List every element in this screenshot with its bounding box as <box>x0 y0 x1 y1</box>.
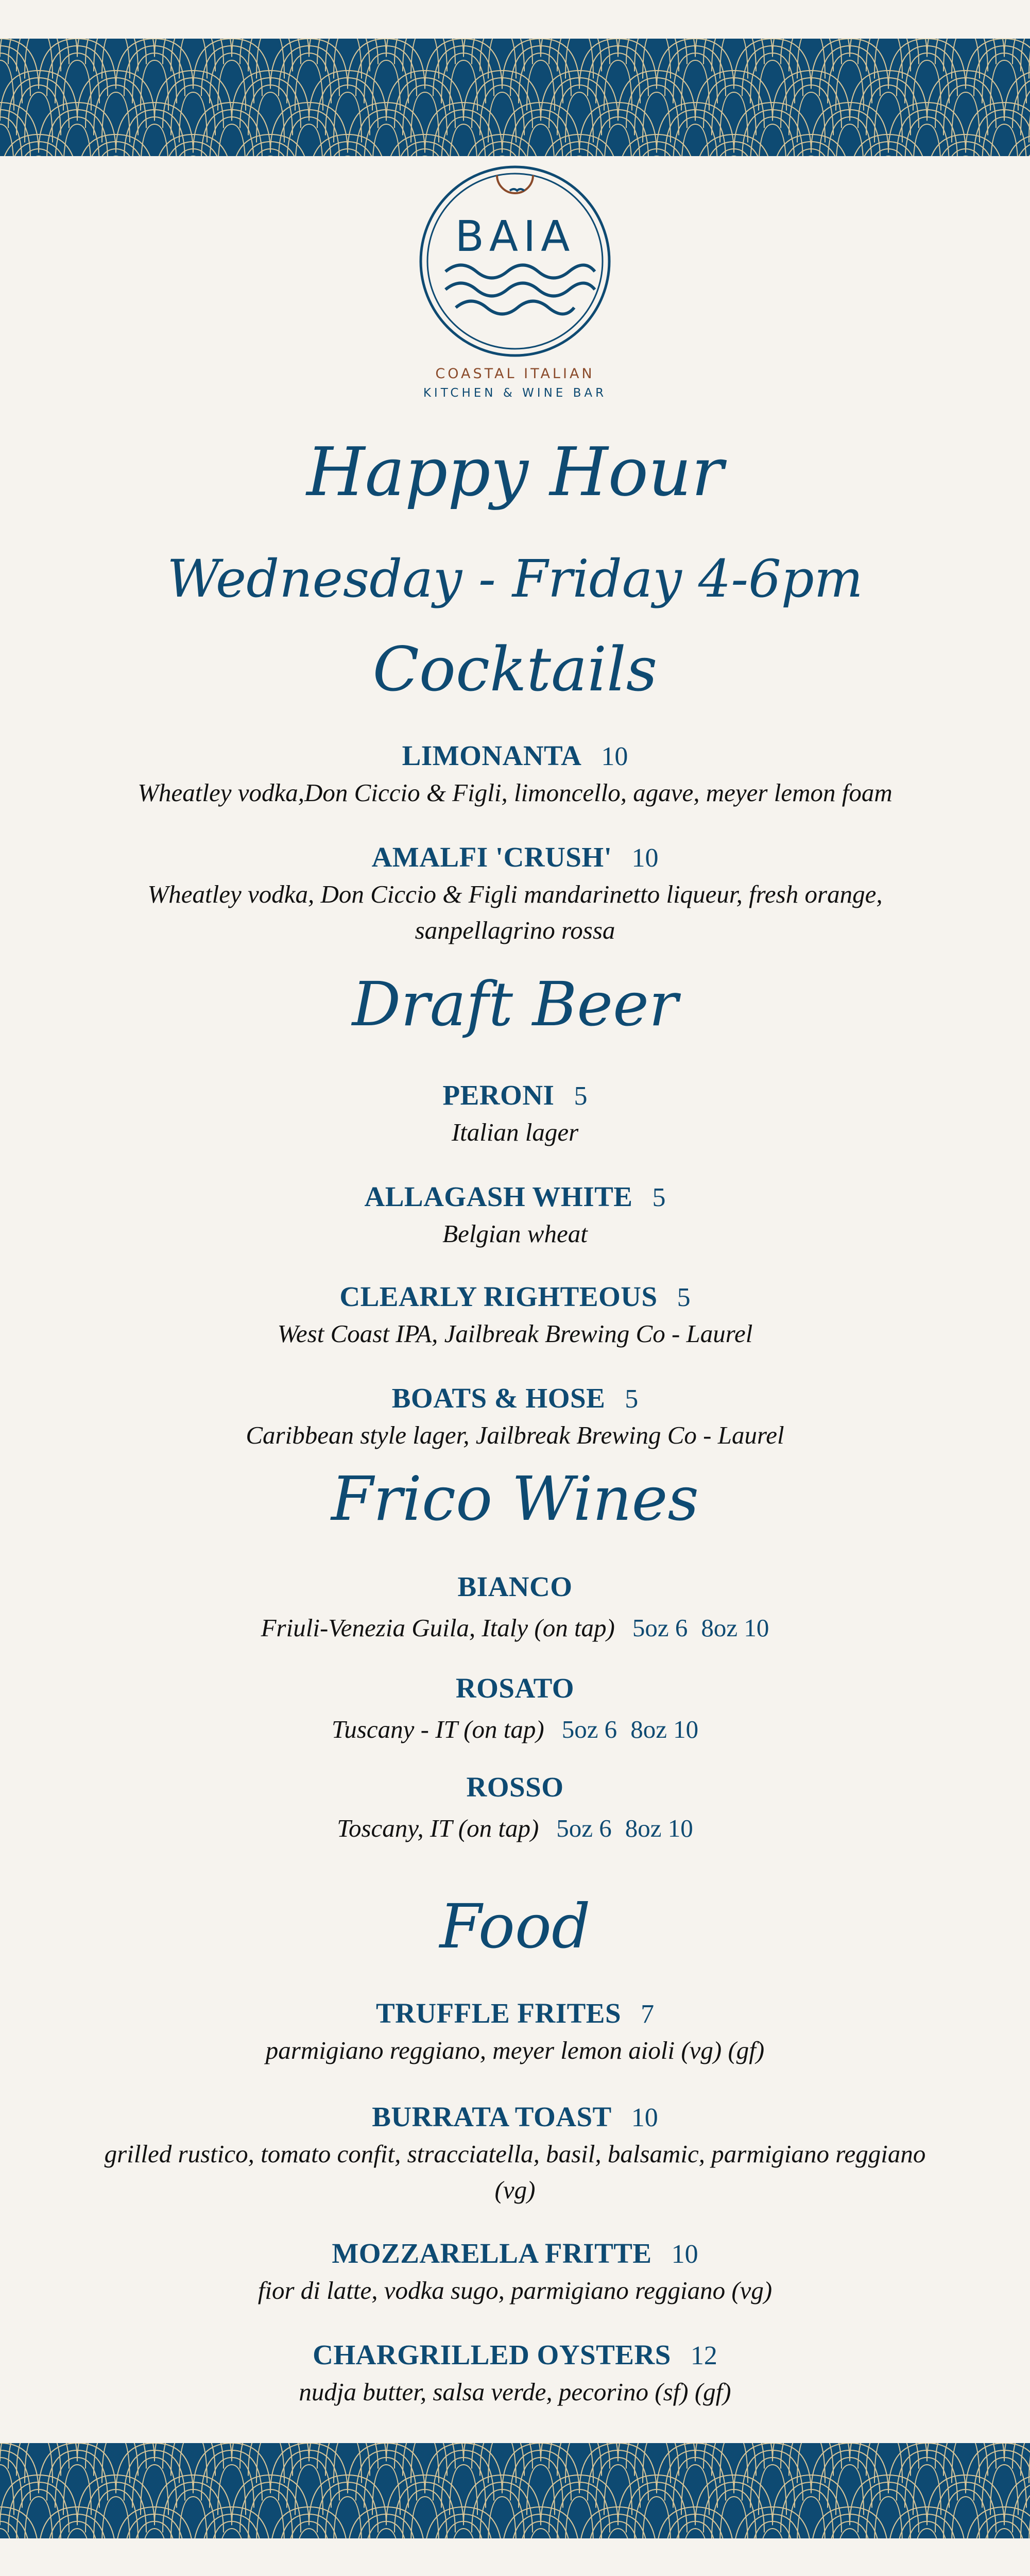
scallop-arc <box>797 2443 825 2483</box>
scallop-arc <box>712 2443 756 2476</box>
scallop-arc <box>673 117 717 156</box>
item-name: ALLAGASH WHITE <box>364 1181 633 1212</box>
scallop-arc <box>681 2529 709 2538</box>
scallop-arc <box>141 2529 168 2538</box>
wine-origin: Tuscany - IT (on tap) <box>331 1715 544 1743</box>
price-5oz: 5oz 6 <box>561 1715 617 1743</box>
scallop-pattern-bottom <box>0 2443 1030 2538</box>
scallop-arc <box>643 2497 671 2538</box>
scallop-arc <box>634 39 679 72</box>
scallop-arc <box>643 2443 671 2483</box>
scallop-arc <box>874 39 902 79</box>
item-description <box>52 1810 978 1846</box>
scallop-arc <box>952 2443 980 2483</box>
scallop-arc <box>712 39 756 72</box>
scallop-arc <box>450 124 477 156</box>
scallop-arc <box>828 117 872 156</box>
price-8oz: 8oz 10 <box>701 1614 769 1642</box>
scallop-arc <box>0 2529 14 2538</box>
scallop-arc <box>874 2497 902 2538</box>
scallop-arc <box>720 2497 748 2538</box>
scallop-arc <box>325 39 370 72</box>
scallop-arc <box>411 2443 439 2483</box>
scallop-arc <box>63 124 91 156</box>
item-price: 10 <box>601 742 628 771</box>
scallop-arc <box>25 2497 53 2538</box>
item-description: Belgian wheat <box>442 1219 588 1248</box>
scallop-arc <box>372 2529 400 2538</box>
scallop-arc <box>210 117 254 156</box>
page-title: Happy Hour <box>306 433 724 511</box>
item-name: LIMONANTA <box>402 740 582 771</box>
section-heading-cocktails: Cocktails <box>372 634 658 705</box>
scallop-arc <box>720 2443 748 2483</box>
menu-item <box>52 1382 978 1453</box>
menu-item <box>52 1280 978 1352</box>
scallop-arc <box>25 39 53 79</box>
item-description: Italian lager <box>451 1118 579 1146</box>
scallop-arc <box>866 39 911 72</box>
scallop-arc <box>519 117 563 156</box>
scallop-arc <box>364 117 408 156</box>
price-8oz: 8oz 10 <box>625 1814 693 1842</box>
scallop-arc <box>565 39 593 79</box>
item-price: 5 <box>574 1081 588 1111</box>
item-name: PERONI <box>442 1079 555 1111</box>
scallop-arc <box>102 2443 130 2483</box>
menu-item <box>52 2338 978 2410</box>
scallop-arc <box>372 124 400 156</box>
scallop-arc <box>295 124 323 156</box>
scallop-arc <box>179 2497 207 2538</box>
scallop-arc <box>1004 2443 1030 2462</box>
menu-item <box>52 2237 978 2309</box>
days-hours: Wednesday - Friday 4-6pm <box>167 549 863 609</box>
logo-emblem <box>417 161 613 362</box>
menu-item <box>52 1570 978 1646</box>
menu-item <box>52 1079 978 1150</box>
item-name: ROSSO <box>466 1771 564 1803</box>
section-heading-food: Food <box>439 1891 591 1962</box>
restaurant-logo <box>412 161 618 408</box>
wave-icon <box>445 265 595 278</box>
section-heading-draft-beer: Draft Beer <box>352 969 678 1040</box>
scallop-arc <box>836 124 864 156</box>
item-description: grilled rustico, tomato confit, stracciatella, basil, balsamic, parmigiano reggiano (vg) <box>104 2140 926 2204</box>
scallop-pattern-top <box>0 39 1030 156</box>
scallop-arc <box>943 2443 988 2476</box>
wine-origin: Friuli-Venezia Guila, Italy (on tap) <box>261 1614 615 1642</box>
scallop-arc <box>990 2529 1018 2538</box>
scallop-arc <box>94 2443 138 2476</box>
price-5oz: 5oz 6 <box>556 1814 612 1842</box>
item-description: parmigiano reggiano, meyer lemon aioli (vg) (gf) <box>265 2036 765 2064</box>
scallop-arc <box>596 117 640 156</box>
scallop-arc <box>480 2443 524 2476</box>
scallop-arc <box>334 39 362 79</box>
scallop-arc <box>179 2443 207 2483</box>
scallop-arc <box>874 2443 902 2483</box>
item-name: BIANCO <box>457 1571 573 1602</box>
menu-item <box>52 841 978 948</box>
menu-item <box>52 2100 978 2208</box>
item-description: fior di latte, vodka sugo, parmigiano reggiano (vg) <box>258 2276 772 2304</box>
scallop-arc <box>179 39 207 79</box>
scallop-arc <box>952 2497 980 2538</box>
scallop-arc <box>557 2443 602 2476</box>
item-price: 12 <box>690 2341 717 2370</box>
scallop-arc <box>789 39 833 72</box>
scallop-arc <box>411 2497 439 2538</box>
scallop-arc <box>789 2443 833 2476</box>
item-name: BOATS & HOSE <box>391 1382 606 1414</box>
scallop-arc <box>604 2529 632 2538</box>
menu-item <box>52 1672 978 1748</box>
scallop-arc <box>527 124 555 156</box>
item-description <box>52 1711 978 1748</box>
scallop-arc <box>94 39 138 72</box>
item-price: 5 <box>677 1283 691 1312</box>
scallop-arc <box>797 39 825 79</box>
scallop-arc <box>913 124 941 156</box>
scallop-arc <box>759 124 786 156</box>
scallop-arc <box>1004 39 1030 57</box>
seagull-icon <box>510 189 524 191</box>
scallop-arc <box>565 2443 593 2483</box>
scallop-arc <box>63 2529 91 2538</box>
scallop-arc <box>325 2443 370 2476</box>
item-description: Wheatley vodka,Don Ciccio & Figli, limoncello, agave, meyer lemon foam <box>138 778 892 807</box>
menu-item <box>52 739 978 811</box>
scallop-arc <box>952 39 980 79</box>
scallop-arc <box>797 2497 825 2538</box>
scallop-arc <box>411 39 439 79</box>
scallop-arc <box>905 117 949 156</box>
scallop-arc <box>218 124 246 156</box>
scallop-arc <box>16 2443 61 2476</box>
item-price: 10 <box>631 843 659 873</box>
menu-item <box>52 1771 978 1846</box>
scallop-arc <box>488 2497 516 2538</box>
scallop-arc <box>102 2497 130 2538</box>
logo-subtitle-1: COASTAL ITALIAN <box>435 366 595 382</box>
scallop-arc <box>557 39 602 72</box>
scallop-arc <box>943 39 988 72</box>
wine-origin: Toscany, IT (on tap) <box>337 1814 539 1842</box>
menu-item <box>52 1997 978 2069</box>
scallop-arc <box>171 39 215 72</box>
price-8oz: 8oz 10 <box>630 1715 699 1743</box>
top-decorative-band <box>0 39 1030 156</box>
logo-name: BAIA <box>455 212 575 261</box>
scallop-arc <box>334 2497 362 2538</box>
item-name: CLEARLY RIGHTEOUS <box>339 1281 658 1312</box>
scallop-arc <box>256 2443 284 2483</box>
item-description: nudja butter, salsa verde, pecorino (sf) (gf) <box>299 2378 731 2406</box>
item-name: MOZZARELLA FRITTE <box>332 2238 652 2269</box>
scallop-arc <box>720 39 748 79</box>
section-heading-wines: Frico Wines <box>331 1463 699 1534</box>
scallop-arc <box>643 39 671 79</box>
scallop-arc <box>866 2443 911 2476</box>
item-price: 7 <box>641 1999 655 2029</box>
price-5oz: 5oz 6 <box>632 1614 688 1642</box>
scallop-arc <box>25 2443 53 2483</box>
scallop-arc <box>565 2497 593 2538</box>
scallop-arc <box>450 2529 477 2538</box>
bottom-decorative-band <box>0 2443 1030 2538</box>
scallop-arc <box>403 2443 447 2476</box>
scallop-arc <box>403 39 447 72</box>
item-description: West Coast IPA, Jailbreak Brewing Co - Laurel <box>277 1319 753 1348</box>
item-description: Wheatley vodka, Don Ciccio & Figli mandarinetto liqueur, fresh orange, sanpellagrino rossa <box>147 880 883 944</box>
scallop-arc <box>527 2529 555 2538</box>
item-price: 10 <box>631 2103 658 2132</box>
scallop-arc <box>604 124 632 156</box>
scallop-arc <box>256 2497 284 2538</box>
scallop-arc <box>750 117 795 156</box>
scallop-arc <box>334 2443 362 2483</box>
item-price: 5 <box>625 1384 639 1414</box>
scallop-arc <box>1021 2489 1030 2538</box>
item-name: TRUFFLE FRITES <box>375 1997 622 2029</box>
item-name: CHARGRILLED OYSTERS <box>313 2339 671 2370</box>
scallop-arc <box>759 2529 786 2538</box>
scallop-arc <box>982 117 1026 156</box>
item-name: ROSATO <box>455 1672 575 1704</box>
item-description: Caribbean style lager, Jailbreak Brewing Co - Laurel <box>246 1421 784 1449</box>
scallop-arc <box>836 2529 864 2538</box>
item-description <box>52 1610 978 1646</box>
scallop-arc <box>102 39 130 79</box>
scallop-arc <box>248 39 293 72</box>
item-price: 5 <box>652 1183 666 1212</box>
scallop-arc <box>132 117 177 156</box>
scallop-arc <box>16 39 61 72</box>
item-name: BURRATA TOAST <box>372 2101 612 2132</box>
scallop-arc <box>295 2529 323 2538</box>
scallop-arc <box>990 124 1018 156</box>
scallop-arc <box>488 39 516 79</box>
scallop-arc <box>480 39 524 72</box>
item-price: 10 <box>671 2240 698 2269</box>
scallop-arc <box>488 2443 516 2483</box>
scallop-arc <box>913 2529 941 2538</box>
scallop-arc <box>256 39 284 79</box>
scallop-arc <box>441 117 486 156</box>
scallop-arc <box>634 2443 679 2476</box>
scallop-arc <box>218 2529 246 2538</box>
menu-item <box>52 1180 978 1252</box>
scallop-arc <box>248 2443 293 2476</box>
scallop-arc <box>171 2443 215 2476</box>
item-name: AMALFI 'CRUSH' <box>371 841 612 873</box>
scallop-arc <box>55 117 99 156</box>
scallop-arc <box>287 117 331 156</box>
scallop-arc <box>1012 142 1030 156</box>
logo-subtitle-2: KITCHEN & WINE BAR <box>423 386 607 400</box>
scallop-arc <box>141 124 168 156</box>
scallop-arc <box>681 124 709 156</box>
